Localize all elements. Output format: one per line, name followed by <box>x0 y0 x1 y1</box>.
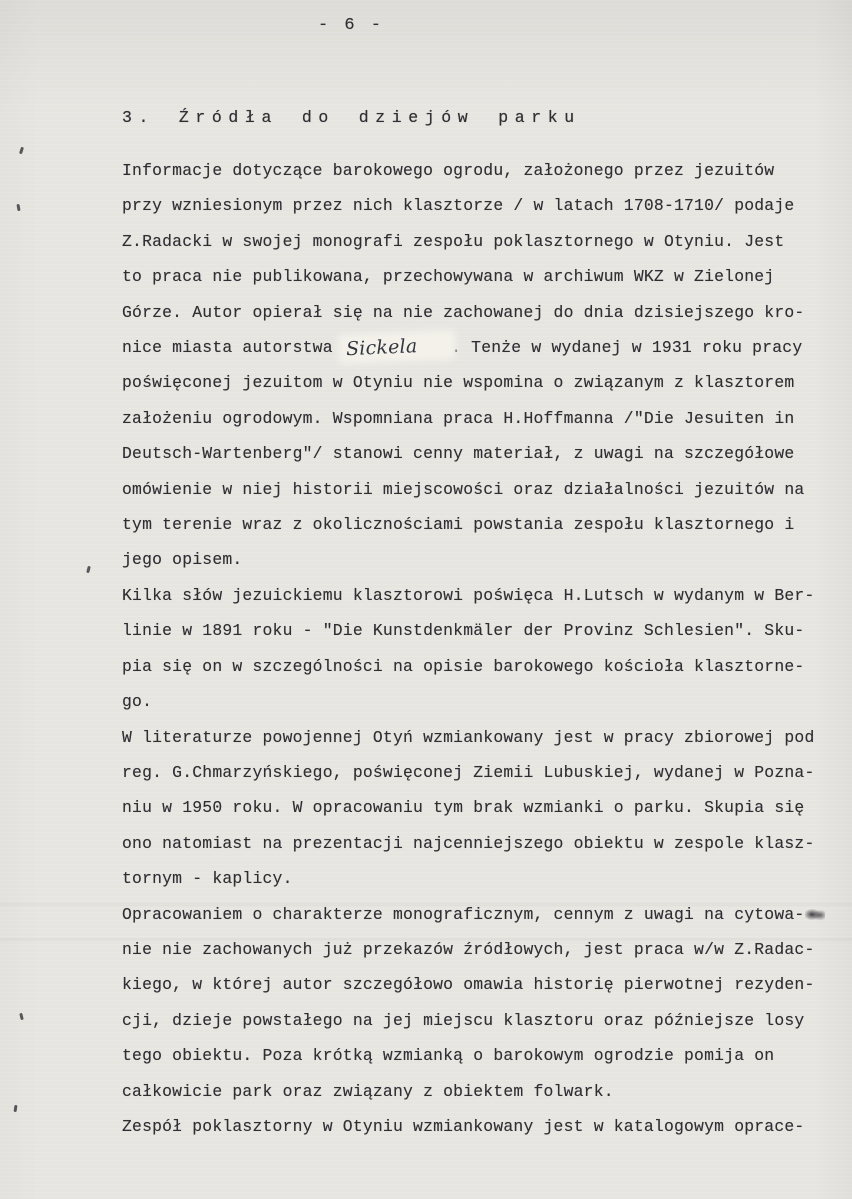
text-line: założeniu ogrodowym. Wspomniana praca H.Hoffmanna /"Die Jesuiten in <box>122 408 795 428</box>
text-line: Z.Radacki w swojej monografi zespołu poklasztornego w Otyniu. Jest <box>122 231 785 251</box>
text-line: przy wzniesionym przez nich klasztorze / w latach 1708-1710/ podaje <box>122 196 795 216</box>
ink-smudge-icon <box>805 908 825 921</box>
text-line-annotated <box>122 330 803 365</box>
margin-speck <box>86 566 91 574</box>
text-line: Kilka słów jezuickiemu klasztorowi poświęca H.Lutsch w wydanym w Ber- <box>122 585 815 605</box>
handwritten-annotation: Sickela <box>342 335 451 360</box>
text-line: go. <box>122 692 153 712</box>
text-line: jego opisem. <box>122 550 243 570</box>
text-line: W literaturze powojennej Otyń wzmiankowany jest w pracy zbiorowej pod <box>122 727 815 747</box>
margin-speck <box>19 1013 24 1021</box>
text-line: Deutsch-Wartenberg"/ stanowi cenny materiał, z uwagi na szczegółowe <box>122 444 795 464</box>
text-line <box>122 897 805 932</box>
section-heading: 3. Źródła do dziejów parku <box>122 108 581 127</box>
text-line: linie w 1891 roku - "Die Kunstdenkmäler der Provinz Schlesien". Sku- <box>122 621 805 641</box>
text-line: tego obiektu. Poza krótką wzmianką o barokowym ogrodzie pomija on <box>122 1046 775 1066</box>
text-line: całkowicie park oraz związany z obiektem folwark. <box>122 1081 614 1101</box>
text-line: ono natomiast na prezentacji najcenniejszego obiektu w zespole klasz- <box>122 833 815 853</box>
margin-speck <box>14 1105 18 1112</box>
line-text: . Tenże w wydanej w 1931 roku pracy <box>451 338 803 358</box>
line-text: Opracowaniem o charakterze monograficznym, cennym z uwagi na cytowa- <box>122 904 805 924</box>
text-line: tornym - kaplicy. <box>122 869 293 889</box>
text-line: niu w 1950 roku. W opracowaniu tym brak wzmianki o parku. Skupia się <box>122 798 805 818</box>
page-number: - 6 - <box>318 16 385 35</box>
margin-speck <box>19 147 24 155</box>
page-content <box>122 108 815 1144</box>
text-line: Górze. Autor opierał się na nie zachowanej do dnia dzisiejszego kro- <box>122 302 805 322</box>
text-line: cji, dzieje powstałego na jej miejscu klasztoru oraz późniejsze losy <box>122 1010 805 1030</box>
text-line: omówienie w niej historii miejscowości oraz działalności jezuitów na <box>122 479 805 499</box>
text-line: Zespół poklasztorny w Otyniu wzmiankowany jest w katalogowym oprace- <box>122 1116 805 1136</box>
text-line: tym terenie wraz z okolicznościami powstania zespołu klasztornego i <box>122 515 795 535</box>
text-line: Informacje dotyczące barokowego ogrodu, założonego przez jezuitów <box>122 161 775 180</box>
text-line: to praca nie publikowana, przechowywana w archiwum WKZ w Zielonej <box>122 267 775 287</box>
text-line: poświęconej jezuitom w Otyniu nie wspomina o związanym z klasztorem <box>122 373 795 393</box>
margin-speck <box>16 204 20 211</box>
text-line: pia się on w szczególności na opisie barokowego kościoła klasztorne- <box>122 656 805 676</box>
text-line: reg. G.Chmarzyńskiego, poświęconej Ziemii Lubuskiej, wydanej w Pozna- <box>122 762 815 782</box>
body-text <box>122 153 815 1144</box>
text-line: kiego, w której autor szczegółowo omawia historię pierwotnej rezyden- <box>122 975 815 995</box>
line-text: nice miasta autorstwa <box>122 338 343 358</box>
text-line: nie nie zachowanych już przekazów źródłowych, jest praca w/w Z.Radac- <box>122 939 815 959</box>
